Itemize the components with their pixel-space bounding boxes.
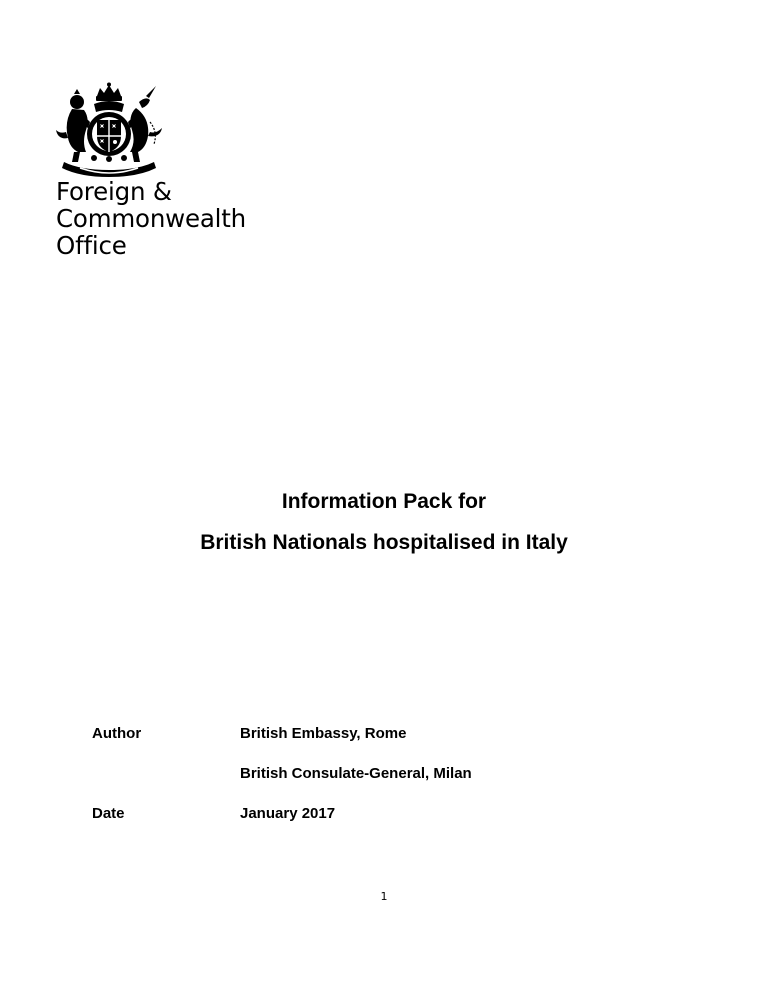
- organisation-name-line-3: Office: [56, 231, 127, 260]
- author-value-1: British Embassy, Rome: [240, 725, 407, 742]
- author-label: Author: [92, 725, 142, 742]
- page-number: 1: [380, 890, 388, 903]
- organisation-name: [56, 178, 246, 259]
- document-title-line-1: Information Pack for: [281, 490, 487, 513]
- organisation-name-line-2: Commonwealth: [56, 204, 247, 233]
- date-label: Date: [92, 805, 125, 822]
- organisation-name-line-1: Foreign &: [56, 177, 172, 206]
- document-title-line-2: British Nationals hospitalised in Italy: [200, 531, 568, 554]
- author-value-2: British Consulate-General, Milan: [240, 765, 472, 782]
- royal-coat-of-arms-icon: [50, 82, 168, 178]
- date-value: January 2017: [240, 805, 336, 822]
